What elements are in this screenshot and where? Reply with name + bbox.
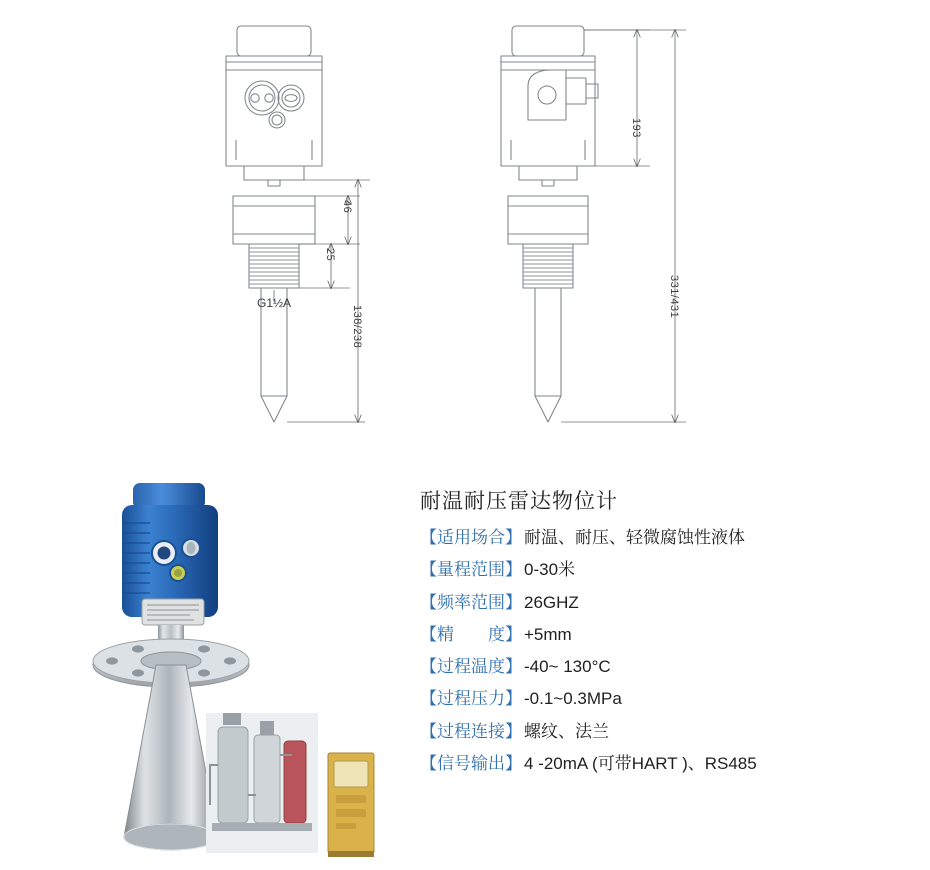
- dimension-46: 46: [341, 200, 353, 214]
- spec-row: [420, 688, 910, 709]
- dimension-331-431: 331/431: [668, 275, 680, 319]
- spec-value: 0-30米: [524, 560, 576, 580]
- spec-key: 【过程压力】: [420, 689, 522, 709]
- process-equipment-photo: [206, 713, 318, 853]
- spec-row: [420, 592, 910, 613]
- spec-value: 26GHZ: [524, 592, 579, 612]
- product-photo-svg: [60, 465, 390, 865]
- spec-value: +5mm: [524, 624, 572, 644]
- spec-key: 【过程连接】: [420, 721, 522, 741]
- transmitter-housing: [122, 483, 218, 651]
- dimension-193: 193: [630, 118, 642, 138]
- spec-key: 【适用场合】: [420, 528, 522, 547]
- dimension-thread-size: G1½A: [257, 296, 292, 310]
- spec-value: 耐温、耐压、轻微腐蚀性液体: [524, 528, 745, 547]
- spec-key: 【量程范围】: [420, 560, 522, 580]
- spec-row: [420, 721, 910, 742]
- spec-value: -0.1~0.3MPa: [524, 689, 622, 709]
- spec-row: [420, 656, 910, 677]
- right-device-outline: [501, 26, 598, 422]
- spec-row: [420, 624, 910, 645]
- control-cabinet-photo: [328, 753, 374, 857]
- dimension-25: 25: [324, 248, 336, 262]
- spec-row: [420, 527, 910, 548]
- spec-key: 【频率范围】: [420, 592, 522, 612]
- spec-key: 【精 度】: [420, 624, 522, 644]
- product-info-area: [0, 455, 930, 868]
- spec-value: 螺纹、法兰: [524, 721, 609, 741]
- product-photo: [60, 465, 390, 865]
- specification-panel: [390, 475, 910, 845]
- left-device-outline: [226, 26, 322, 422]
- right-dimension-lines: [561, 30, 686, 422]
- spec-value: -40~ 130°C: [524, 657, 611, 676]
- dimension-138-238: 138/238: [351, 305, 363, 349]
- spec-row: [420, 753, 910, 774]
- product-title: 耐温耐压雷达物位计: [420, 490, 618, 513]
- horn-antenna: [124, 665, 218, 850]
- spec-value: 4 -20mA (可带HART )、RS485: [524, 753, 757, 773]
- spec-key: 【信号输出】: [420, 753, 522, 773]
- spec-key: 【过程温度】: [420, 657, 522, 676]
- spec-row: [420, 559, 910, 580]
